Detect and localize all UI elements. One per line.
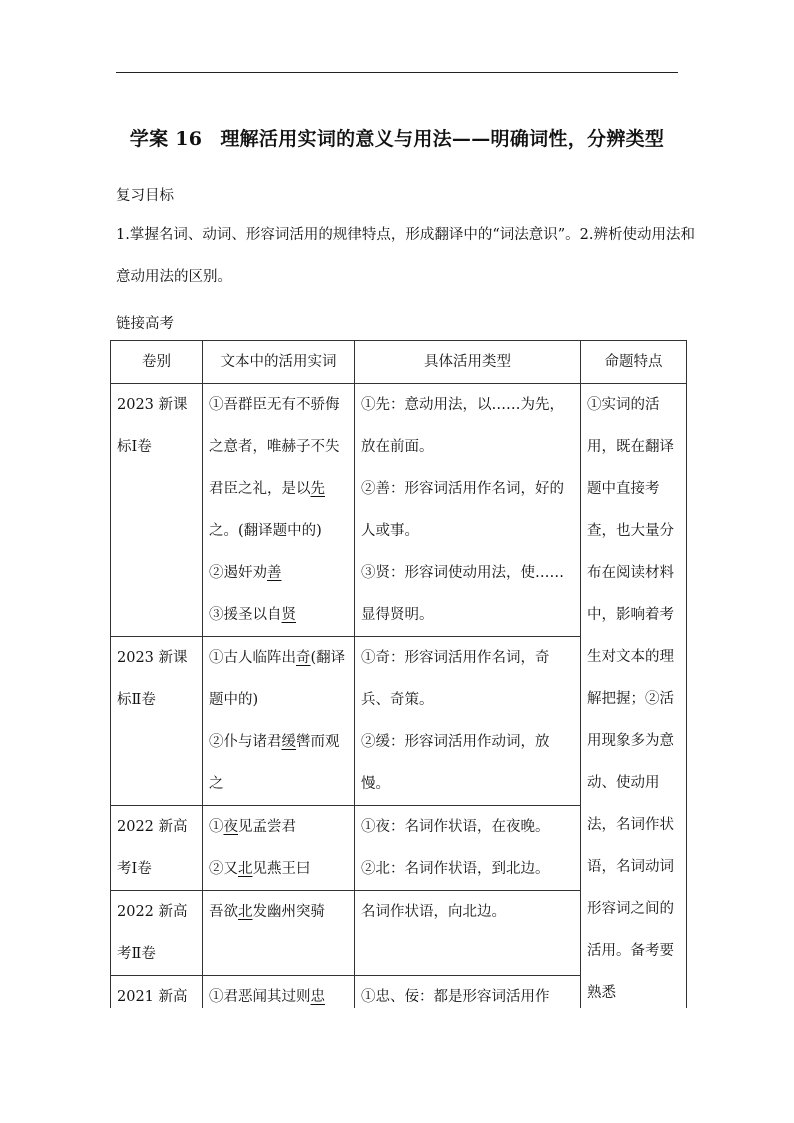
cell-paper: 2023 新课标Ⅱ卷: [111, 637, 203, 806]
page-bottom-margin: [0, 1008, 794, 1123]
type-line: ②缓：形容词活用作动词，放慢。: [361, 734, 550, 792]
word-text: ①君恶闻其过则: [209, 989, 311, 1005]
type-line: ②北：名词作状语，到北边。: [361, 861, 550, 877]
cell-types: [355, 384, 581, 637]
cell-words: [203, 806, 355, 891]
word-text: ①古人临阵出: [209, 650, 296, 666]
word-line: [209, 384, 348, 552]
header-words: 文本中的活用实词: [203, 341, 355, 384]
word-line: [209, 552, 348, 594]
word-text: 发幽州突骑: [252, 904, 325, 920]
word-text: (翻译题中的): [209, 650, 346, 708]
word-line: [209, 848, 348, 890]
links-heading: 链接高考: [116, 316, 174, 332]
underlined-word: 贤: [281, 607, 296, 623]
type-line: ③贤：形容词使动用法，使……显得贤明。: [361, 565, 564, 623]
header-paper: 卷别: [111, 341, 203, 384]
word-line: [209, 721, 348, 805]
type-line: ①奇：形容词活用作名词，奇兵、奇策。: [361, 650, 550, 708]
title-number: 学案 16: [129, 128, 203, 150]
word-text: 辔而观之: [209, 734, 340, 792]
word-text: ②仆与诸君: [209, 734, 282, 750]
goals-text: 1.掌握名词、动词、形容词活用的规律特点，形成翻译中的“词法意识”。2.辨析使动用法和意动用法的区别。: [116, 227, 695, 285]
table-header-row: [111, 341, 687, 384]
underlined-word: 北: [238, 904, 253, 920]
word-line: [209, 594, 348, 636]
underlined-word: 奇: [296, 650, 311, 666]
header-feature: 命题特点: [581, 341, 687, 384]
title-text: 理解活用实词的意义与用法——明确词性，分辨类型: [220, 128, 665, 150]
underlined-word: 善: [267, 565, 282, 581]
word-text: 见孟尝君: [238, 819, 296, 835]
cell-paper: 2022 新高考Ⅱ卷: [111, 891, 203, 976]
table-row: [111, 384, 687, 637]
word-line: [209, 637, 348, 721]
underlined-word: 北: [238, 861, 253, 877]
header-types: 具体活用类型: [355, 341, 581, 384]
underlined-word: 夜: [223, 819, 238, 835]
cell-paper: 2021 新高: [111, 976, 203, 1019]
word-text: 吾欲: [209, 904, 238, 920]
word-text: ①: [209, 819, 224, 835]
cell-words: [203, 637, 355, 806]
exam-table: [110, 340, 687, 1019]
word-line: [209, 891, 348, 933]
cell-types: [355, 891, 581, 976]
underlined-word: 缓: [281, 734, 296, 750]
type-line: ②善：形容词活用作名词，好的人或事。: [361, 481, 564, 539]
word-text: ①吾群臣无有不骄侮之意者，唯赫子不失君臣之礼，是以: [209, 397, 340, 497]
type-line: ①忠、佞：都是形容词活用作: [361, 989, 550, 1005]
type-line: ①先：意动用法，以……为先，放在前面。: [361, 397, 564, 455]
underlined-word: 忠: [310, 989, 325, 1005]
cell-types: [355, 637, 581, 806]
word-text: 之。(翻译题中的): [209, 523, 322, 539]
word-text: ②又: [209, 861, 238, 877]
cell-paper: 2023 新课标Ⅰ卷: [111, 384, 203, 637]
word-text: ③援圣以自: [209, 607, 282, 623]
top-rule: [116, 72, 678, 73]
type-line: 名词作状语，向北边。: [361, 904, 506, 920]
cell-words: [203, 384, 355, 637]
word-text: ②遏奸劝: [209, 565, 267, 581]
type-line: ①夜：名词作状语，在夜晚。: [361, 819, 550, 835]
word-line: [209, 806, 348, 848]
goals-heading: 复习目标: [116, 188, 174, 204]
page-title: [0, 124, 794, 151]
underlined-word: 先: [310, 481, 325, 497]
cell-types: [355, 806, 581, 891]
cell-words: [203, 891, 355, 976]
cell-paper: 2022 新高考Ⅰ卷: [111, 806, 203, 891]
word-text: 见燕王曰: [252, 861, 311, 877]
cell-feature: ①实词的活用，既在翻译题中直接考查，也大量分布在阅读材料中，影响着考生对文本的理解把握；②活用现象多为意动、使动用法，名词作状语，名词动词形容词之间的活用。备考要熟悉: [581, 384, 687, 1019]
